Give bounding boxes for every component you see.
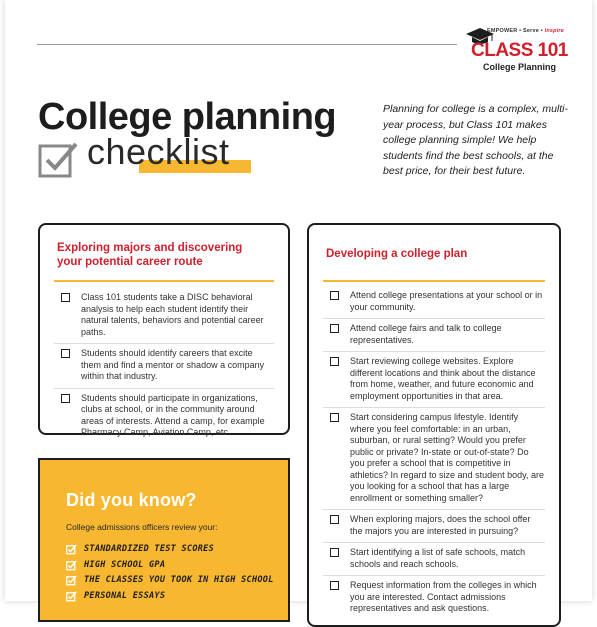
checklist-item[interactable]: Start reviewing college websites. Explore different locations and think about the distance from home, weather, and future economic and employment opportunities in that area. <box>323 352 545 408</box>
intro-text: Planning for college is a complex, multi-year process, but Class 101 makes college planning simple! We help students find the best schools, at the best price, for their best future. <box>383 103 569 177</box>
logo-brand: CLASS 101 <box>471 40 568 61</box>
checklist-item[interactable]: Attend college fairs and talk to college representatives. <box>323 319 545 352</box>
checkbox[interactable] <box>330 291 339 300</box>
admissions-factor-list <box>66 544 274 606</box>
checklist-left <box>54 288 274 444</box>
checkbox[interactable] <box>330 413 339 422</box>
check-box-icon <box>66 560 77 571</box>
checkbox[interactable] <box>330 324 339 333</box>
logo-subtitle: College Planning <box>483 62 557 72</box>
list-item: PERSONAL ESSAYS <box>66 591 274 607</box>
check-box-icon <box>66 544 77 555</box>
check-box-icon <box>66 575 77 586</box>
checkmark-box-icon <box>38 140 80 178</box>
card-rule <box>54 280 274 282</box>
checkbox[interactable] <box>61 394 70 403</box>
header-divider <box>37 44 457 45</box>
did-you-know-title: Did you know? <box>66 490 197 510</box>
checklist-item[interactable]: Start considering campus lifestyle. Identify where you feel comfortable: in an urban, suburban, or rural setting? Would you prefer public or private? In-state or out-of-state? Do you prefer a school that is competitive in athletics? In regard to size and student body, are you looking for a school that has a large enrollment or something smaller? <box>323 408 545 510</box>
did-you-know-lead: College admissions officers review your: <box>66 522 218 532</box>
checklist-item[interactable]: Students should participate in organizations, clubs at school, or in the community around areas of interests. Attend a camp, for example Pharmacy Camp, Aviation Camp, etc. <box>54 389 274 444</box>
checklist-item[interactable]: Attend college presentations at your school or in your community. <box>323 286 545 319</box>
card-title: Developing a college plan <box>326 248 468 260</box>
list-item: STANDARDIZED TEST SCORES <box>66 544 274 560</box>
card-college-plan <box>307 223 561 627</box>
checkbox[interactable] <box>330 357 339 366</box>
list-item: HIGH SCHOOL GPA <box>66 560 274 576</box>
checklist-item[interactable]: Request information from the colleges in which you are interested. Contact admissions representatives and ask questions. <box>323 576 545 620</box>
checkbox[interactable] <box>330 581 339 590</box>
checkbox[interactable] <box>330 548 339 557</box>
did-you-know-panel <box>38 458 290 622</box>
page-title: College planning <box>38 96 337 138</box>
checkbox[interactable] <box>61 349 70 358</box>
checklist-right <box>323 286 545 620</box>
card-title: Exploring majors and discovering your potential career route <box>57 242 243 268</box>
card-exploring-majors <box>38 223 290 435</box>
checkbox[interactable] <box>330 515 339 524</box>
list-item: THE CLASSES YOU TOOK IN HIGH SCHOOL <box>66 575 274 591</box>
checklist-item[interactable]: Class 101 students take a DISC behavioral analysis to help each student identify their natural talents, behaviors and potential career paths. <box>54 288 274 344</box>
checklist-item[interactable]: Students should identify careers that excite them and find a mentor or shadow a company within that industry. <box>54 344 274 389</box>
check-box-icon <box>66 591 77 602</box>
checklist-page <box>5 0 592 613</box>
card-rule <box>323 280 545 282</box>
class101-logo <box>465 22 568 78</box>
page-subtitle: checklist <box>87 131 230 172</box>
checkbox[interactable] <box>61 293 70 302</box>
checklist-item[interactable]: Start identifying a list of safe schools, match schools and reach schools. <box>323 543 545 576</box>
logo-tagline: EMPOWER • Serve • Inspire <box>487 28 565 34</box>
checklist-item[interactable]: When exploring majors, does the school offer the majors you are interested in pursuing? <box>323 510 545 543</box>
